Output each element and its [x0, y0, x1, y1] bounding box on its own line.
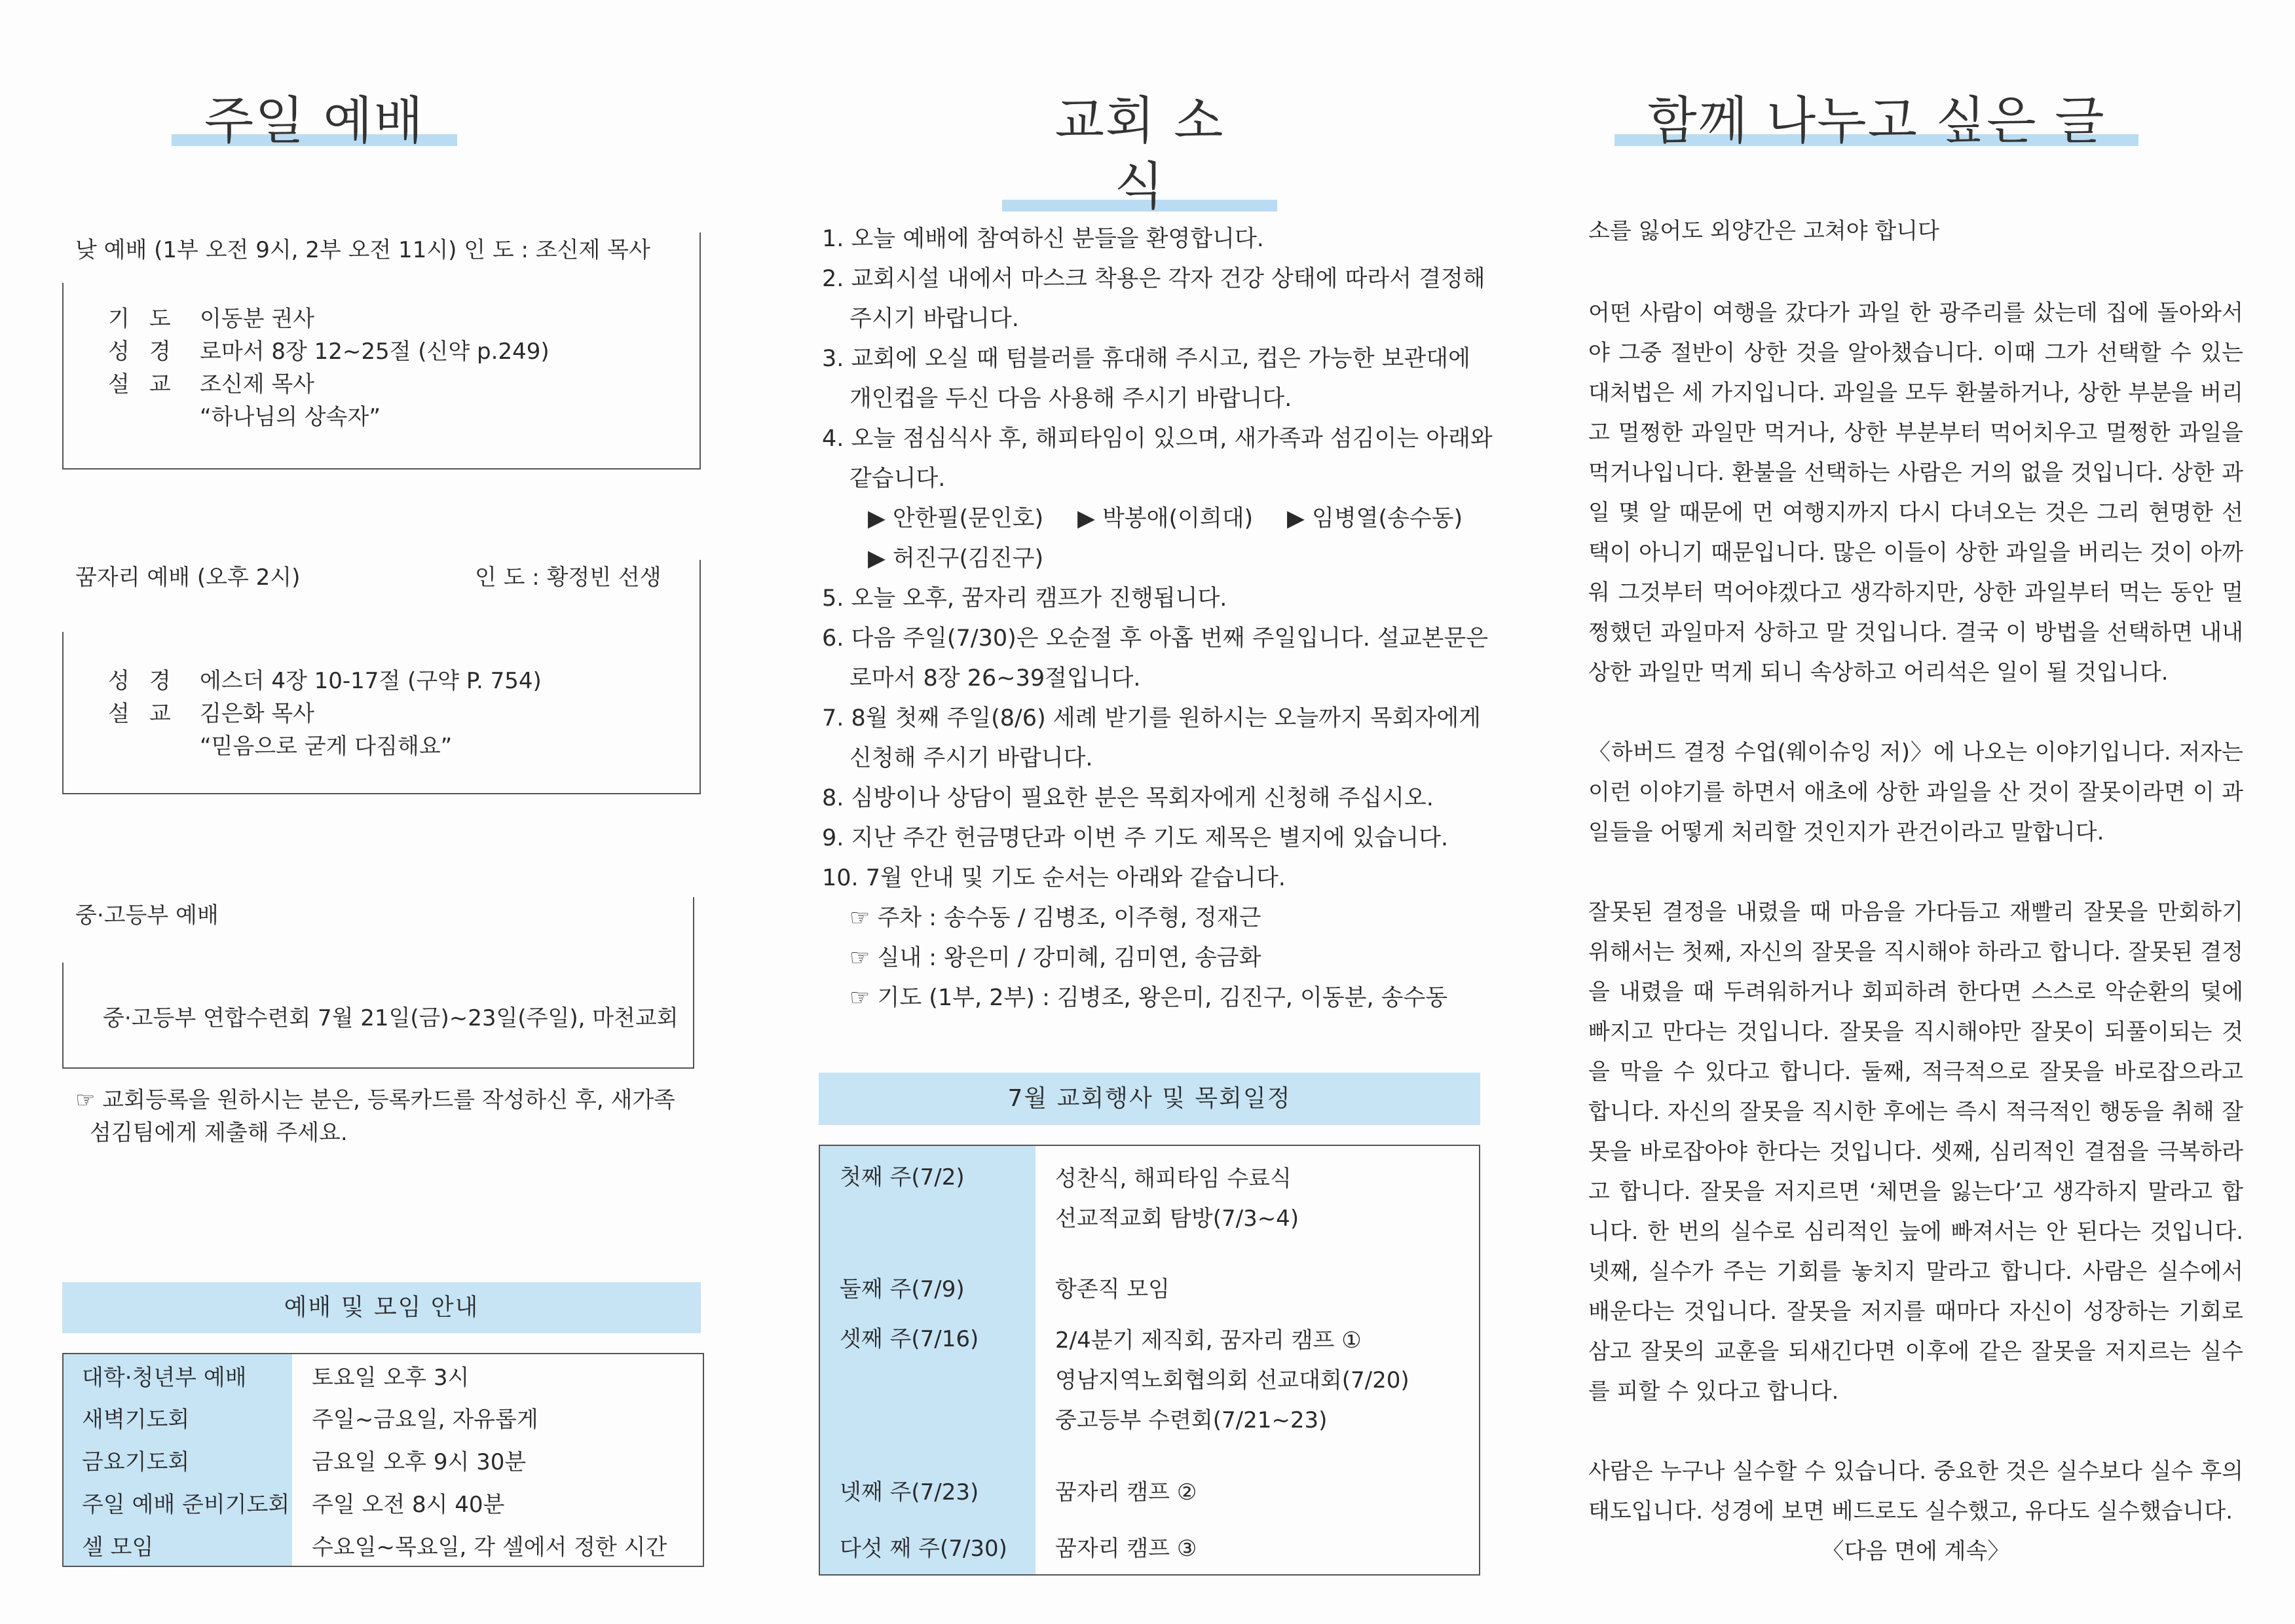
schedule-events: 2/4분기 제직회, 꿈자리 캠프 ① 영남지역노회협의회 선교대회(7/20) 중고등부 수련회(7/21~23)	[1055, 1327, 1409, 1433]
register-note-line2: 섬김팀에게 제출해 주세요.	[90, 1120, 348, 1146]
happy-time-pairs-row2	[822, 539, 1497, 579]
day-service-row-prayer: 기도 이동분 권사	[108, 306, 315, 332]
news-item: 6. 다음 주일(7/30)은 오순절 후 아홉 번째 주일입니다. 설교본문은	[822, 625, 1489, 652]
news-item: ☞ 주차 : 송수동 / 김병조, 이주형, 정재근	[849, 905, 1261, 931]
guide-row	[63, 1396, 703, 1439]
dream-service-title: 꿈자리 예배 (오후 2시)	[75, 564, 301, 591]
news-item: 같습니다.	[849, 466, 946, 492]
happy-time-pairs-row1	[822, 499, 1497, 539]
day-service-row-sermon: 설교 조신제 목사	[108, 371, 315, 397]
news-item: 4. 오늘 점심식사 후, 해피타임이 있으며, 새가족과 섬김이는 아래와	[822, 426, 1493, 452]
dream-service-row-scripture: 성경 에스더 4장 10-17절 (구약 P. 754)	[108, 668, 542, 694]
youth-service-box	[62, 897, 694, 1069]
day-service-row-sermon-title: “하나님의 상속자”	[200, 404, 381, 430]
schedule-row	[819, 1258, 1480, 1316]
guide-row-name: 셀 모임	[63, 1524, 292, 1566]
day-service-box-left-edge	[62, 283, 64, 470]
news-item: 5. 오늘 오후, 꿈자리 캠프가 진행됩니다.	[822, 585, 1227, 612]
schedule-events: 꿈자리 캠프 ②	[1055, 1479, 1197, 1505]
news-item: 로마서 8장 26~39절입니다.	[849, 665, 1141, 692]
news-item: 2. 교회시설 내에서 마스크 착용은 각자 건강 상태에 따라서 결정해	[822, 266, 1485, 292]
essay-body	[1588, 293, 2243, 1572]
news-item: 신청해 주시기 바랍니다.	[849, 745, 1093, 771]
guide-row-name: 주일 예배 준비기도회	[63, 1481, 292, 1524]
schedule-row	[819, 1316, 1480, 1461]
schedule-title: 7월 교회행사 및 목회일정	[819, 1073, 1480, 1125]
guide-row	[63, 1354, 703, 1396]
column-church-news	[819, 0, 1493, 1624]
pair-item: ▶ 허진구(김진구)	[868, 545, 1044, 572]
continued-note: 〈다음 면에 계속〉	[1821, 1538, 2010, 1564]
pair-item: ▶ 임병열(송수동)	[1287, 506, 1463, 532]
news-item: 1. 오늘 예배에 참여하신 분들을 환영합니다.	[822, 226, 1264, 252]
register-note-line1: ☞ 교회등록을 원하시는 분은, 등록카드를 작성하신 후, 새가족	[75, 1087, 676, 1113]
schedule-events: 항존직 모임	[1055, 1276, 1170, 1302]
news-item: ☞ 기도 (1부, 2부) : 김병조, 왕은미, 김진구, 이동분, 송수동	[849, 985, 1448, 1011]
guide-row-name: 새벽기도회	[63, 1396, 292, 1439]
sunday-worship-heading: 주일 예배	[62, 88, 567, 154]
dream-service-row-sermon-title: “믿음으로 굳게 다짐해요”	[200, 733, 453, 760]
news-item: 9. 지난 주간 헌금명단과 이번 주 기도 제목은 별지에 있습니다.	[822, 825, 1449, 851]
news-item: 8. 심방이나 상담이 필요한 분은 목회자에게 신청해 주십시오.	[822, 785, 1434, 811]
schedule-events: 성찬식, 해피타임 수료식 선교적교회 탐방(7/3~4)	[1055, 1166, 1299, 1232]
column-sunday-worship	[62, 0, 701, 1624]
schedule-table	[819, 1145, 1480, 1576]
guide-row-time: 수요일~목요일, 각 셀에서 정한 시간	[312, 1534, 667, 1560]
news-item: 개인컵을 두신 다음 사용해 주시기 바랍니다.	[849, 386, 1292, 412]
guide-row-time: 주일 오전 8시 40분	[312, 1492, 505, 1518]
essay-paragraph: 어떤 사람이 여행을 갔다가 과일 한 광주리를 샀는데 집에 돌아와서 야 그중 절반이 상한 것을 알아챘습니다. 이때 그가 선택할 수 있는 대처법은 세 가지입니다. 과일을 모두 환불하거나, 상한 부분을 버리고 멀쩡한 과일만 먹거나, 상한 부분부터 먹어치우고 멀쩡한 과일을 먹거나입니다. 환불을 선택하는 사람은 거의 없을 것입니다. 상한 과일 몇 알 때문에 먼 여행지까지 다시 다녀오는 것은 그리 현명한 선택이 아니기 때문입니다. 많은 이들이 상한 과일을 버리는 것이 아까워 그것부터 먹어야겠다고 생각하지만, 상한 과일부터 먹는 동안 멀쩡했던 과일마저 상하고 말 것입니다. 결국 이 방법을 선택하면 내내 상한 과일만 먹게 되니 속상하고 어리석은 일이 될 것입니다.	[1588, 300, 2243, 686]
guide-row	[63, 1524, 703, 1566]
dream-service-leader: 인 도 : 황정빈 선생	[475, 564, 662, 591]
guide-row-name: 대학·청년부 예배	[63, 1354, 292, 1396]
news-item: 7. 8월 첫째 주일(8/6) 세례 받기를 원하시는 오늘까지 목회자에게	[822, 705, 1481, 731]
pair-item: ▶ 안한필(문인호)	[868, 506, 1044, 532]
dream-service-row-sermon: 설교 김은화 목사	[108, 701, 315, 727]
news-list	[822, 219, 1497, 1018]
schedule-events: 꿈자리 캠프 ③	[1055, 1536, 1197, 1562]
youth-service-box-left-edge	[62, 963, 64, 1069]
schedule-week: 다섯 째 주(7/30)	[819, 1519, 1036, 1575]
essay-subtitle: 소를 잃어도 외양간은 고쳐야 합니다	[1588, 218, 1939, 244]
guide-row	[63, 1481, 703, 1524]
guide-row-time: 금요일 오후 9시 30분	[312, 1449, 527, 1475]
guide-row-name: 금요기도회	[63, 1439, 292, 1481]
column-sharing-essay	[1588, 0, 2256, 1624]
guide-table	[62, 1353, 704, 1567]
essay-paragraph: 사람은 누구나 실수할 수 있습니다. 중요한 것은 실수보다 실수 후의 태도입니다. 성경에 보면 베드로도 실수했고, 유다도 실수했습니다.	[1588, 1458, 2243, 1524]
schedule-row	[819, 1519, 1480, 1575]
sharing-heading: 함께 나누고 싶은 글	[1614, 88, 2138, 154]
news-item: 주시기 바랍니다.	[849, 306, 1019, 332]
essay-paragraph: 〈하버드 결정 수업(웨이슈잉 저)〉에 나오는 이야기입니다. 저자는 이런 이야기를 하면서 애초에 상한 과일을 산 것이 잘못이라면 이 과일들을 어떻게 처리할 것인지가 관건이라고 말합니다.	[1588, 739, 2243, 845]
essay-paragraph: 잘못된 결정을 내렸을 때 마음을 가다듬고 재빨리 잘못을 만회하기 위해서는 첫째, 자신의 잘못을 직시해야 하라고 합니다. 잘못된 결정을 내렸을 때 두려워하거나 회피하려 한다면 스스로 악순환의 덫에 빠지고 만다는 것입니다. 잘못을 직시해야만 잘못이 되풀이되는 것을 막을 수 있다고 합니다. 둘째, 적극적으로 잘못을 바로잡으라고 합니다. 자신의 잘못을 직시한 후에는 즉시 적극적인 행동을 취해 잘못을 바로잡아야 한다는 것입니다. 셋째, 심리적인 결점을 극복하라고 합니다. 잘못을 저지르면 ‘체면을 잃는다’고 생각하지 말라고 합니다. 한 번의 실수로 심리적인 늪에 빠져서는 안 된다는 것입니다. 넷째, 실수가 주는 기회를 놓치지 말라고 합니다. 사람은 실수에서 배운다는 것입니다. 잘못을 저지를 때마다 자신이 성장하는 기회로 삼고 잘못의 교훈을 되새긴다면 이후에 같은 잘못을 저지르는 실수를 피할 수 있다고 합니다.	[1588, 899, 2243, 1405]
schedule-week: 셋째 주(7/16)	[819, 1316, 1036, 1461]
guide-row-time: 토요일 오후 3시	[312, 1364, 470, 1391]
schedule-week: 첫째 주(7/2)	[819, 1145, 1036, 1258]
youth-service-text: 중·고등부 연합수련회 7월 21일(금)~23일(주일), 마천교회	[103, 1005, 679, 1031]
news-item: 10. 7월 안내 및 기도 순서는 아래와 같습니다.	[822, 865, 1286, 891]
guide-title: 예배 및 모임 안내	[62, 1282, 701, 1333]
schedule-row	[819, 1145, 1480, 1258]
schedule-row	[819, 1461, 1480, 1519]
guide-row-time: 주일~금요일, 자유롭게	[312, 1407, 538, 1433]
church-news-heading: 교회 소식	[1002, 88, 1277, 219]
news-item: 3. 교회에 오실 때 텀블러를 휴대해 주시고, 컵은 가능한 보관대에	[822, 346, 1470, 372]
schedule-week: 둘째 주(7/9)	[819, 1258, 1036, 1316]
guide-row	[63, 1439, 703, 1481]
schedule-week: 넷째 주(7/23)	[819, 1461, 1036, 1519]
pair-item: ▶ 박봉애(이희대)	[1077, 506, 1254, 532]
youth-service-title: 중·고등부 예배	[75, 902, 219, 929]
day-service-title: 낮 예배 (1부 오전 9시, 2부 오전 11시) 인 도 : 조신제 목사	[75, 237, 650, 263]
day-service-row-scripture: 성경 로마서 8장 12~25절 (신약 p.249)	[108, 339, 550, 365]
news-item: ☞ 실내 : 왕은미 / 강미혜, 김미연, 송금화	[849, 945, 1261, 971]
